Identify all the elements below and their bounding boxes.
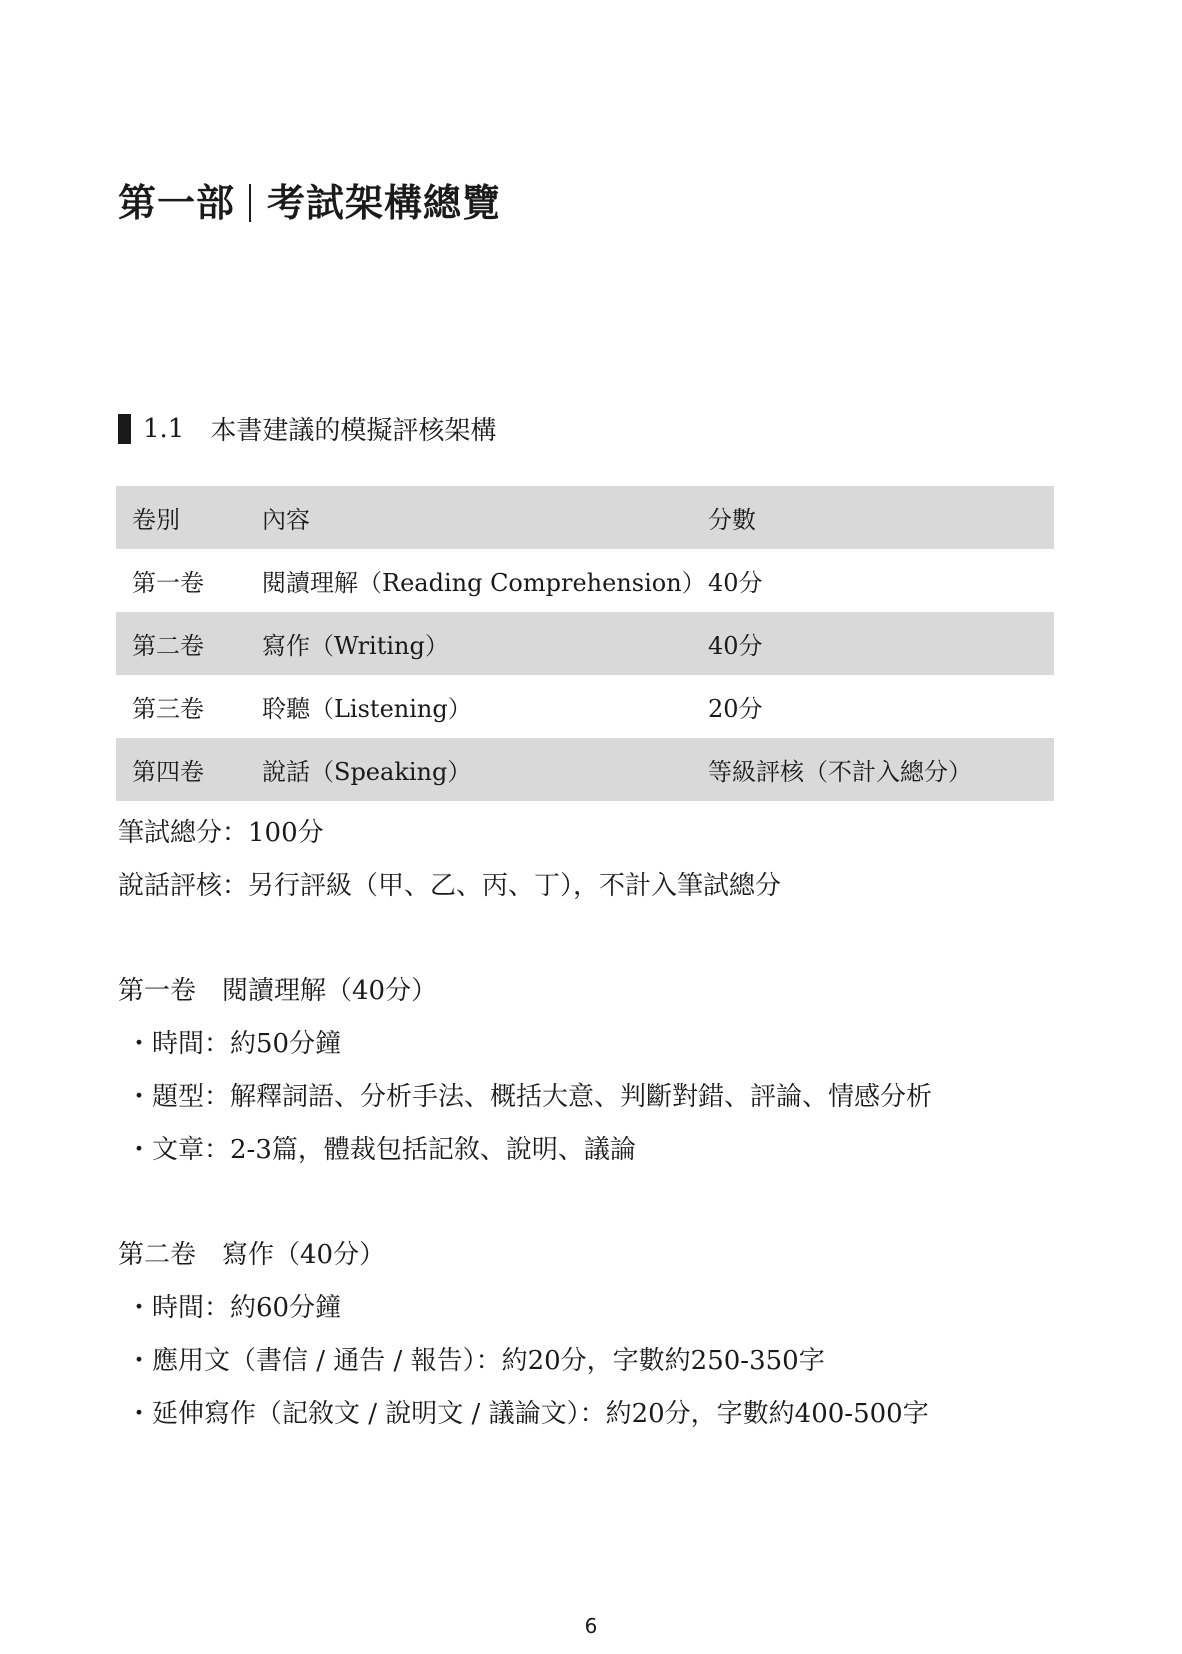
framework-table xyxy=(116,486,1054,801)
table-cell-paper: 第二卷 xyxy=(116,612,262,675)
list-item xyxy=(126,1393,929,1430)
list-item-text: 延伸寫作（記敘文 / 說明文 / 議論文）：約20分，字數約400-500字 xyxy=(152,1399,929,1429)
paper1-label: 第一卷 xyxy=(118,976,197,1006)
table-header-score: 分數 xyxy=(708,486,1054,549)
speaking-assessment-line: 說話評核：另行評級（甲、乙、丙、丁），不計入筆試總分 xyxy=(118,871,782,901)
list-item xyxy=(126,1287,341,1324)
table-row xyxy=(116,675,1054,738)
table-cell-score: 20分 xyxy=(708,695,763,723)
table-cell-score: 40分 xyxy=(708,612,1054,675)
table-cell-content: 閱讀理解（Reading Comprehension） xyxy=(262,569,706,597)
chapter-part: 第一部 xyxy=(118,181,236,225)
paper2-label: 第二卷 xyxy=(118,1240,197,1270)
list-item-text: 題型：解釋詞語、分析手法、概括大意、判斷對錯、評論、情感分析 xyxy=(152,1082,933,1112)
total-score-line: 筆試總分：100分 xyxy=(118,818,324,848)
list-item-text: 應用文（書信 / 通告 / 報告）：約20分，字數約250-350字 xyxy=(152,1346,825,1376)
table-row xyxy=(116,738,1054,801)
bullet-icon: ・ xyxy=(126,1029,153,1059)
title-separator xyxy=(249,184,251,222)
page-number: 6 xyxy=(584,1614,598,1638)
table-header-row xyxy=(116,486,1054,549)
bullet-icon: ・ xyxy=(126,1293,153,1323)
table-header-paper: 卷別 xyxy=(116,486,262,549)
list-item xyxy=(126,1076,932,1113)
table-cell-paper: 第三卷 xyxy=(132,695,204,723)
section-number: 1.1 xyxy=(143,413,185,444)
table-row xyxy=(116,549,1054,612)
list-item-text: 時間：約50分鐘 xyxy=(152,1029,342,1059)
table-cell-content: 說話（Speaking） xyxy=(262,738,708,801)
paper2-name: 寫作（40分） xyxy=(222,1240,386,1270)
chapter-title xyxy=(118,172,501,227)
list-item xyxy=(126,1129,636,1166)
chapter-name: 考試架構總覽 xyxy=(267,181,502,225)
paper2-title xyxy=(118,1234,385,1271)
list-item-text: 時間：約60分鐘 xyxy=(152,1293,342,1323)
table-header-content: 內容 xyxy=(262,486,708,549)
section-title: 本書建議的模擬評核架構 xyxy=(210,416,497,446)
paper1-name: 閱讀理解（40分） xyxy=(222,976,438,1006)
table-cell-paper: 第四卷 xyxy=(116,738,262,801)
table-row xyxy=(116,612,1054,675)
list-item xyxy=(126,1340,825,1377)
table-cell-score: 等級評核（不計入總分） xyxy=(708,738,1054,801)
bullet-icon: ・ xyxy=(126,1399,153,1429)
list-item xyxy=(126,1023,341,1060)
list-item-text: 文章：2-3篇，體裁包括記敘、說明、議論 xyxy=(152,1135,636,1165)
section-marker xyxy=(118,414,131,444)
bullet-icon: ・ xyxy=(126,1135,153,1165)
table-cell-score: 40分 xyxy=(708,569,763,597)
bullet-icon: ・ xyxy=(126,1346,153,1376)
paper1-title xyxy=(118,970,437,1007)
section-heading xyxy=(118,410,496,447)
table-cell-paper: 第一卷 xyxy=(132,569,204,597)
table-cell-content: 聆聽（Listening） xyxy=(262,695,472,723)
table-cell-content: 寫作（Writing） xyxy=(262,612,708,675)
bullet-icon: ・ xyxy=(126,1082,153,1112)
